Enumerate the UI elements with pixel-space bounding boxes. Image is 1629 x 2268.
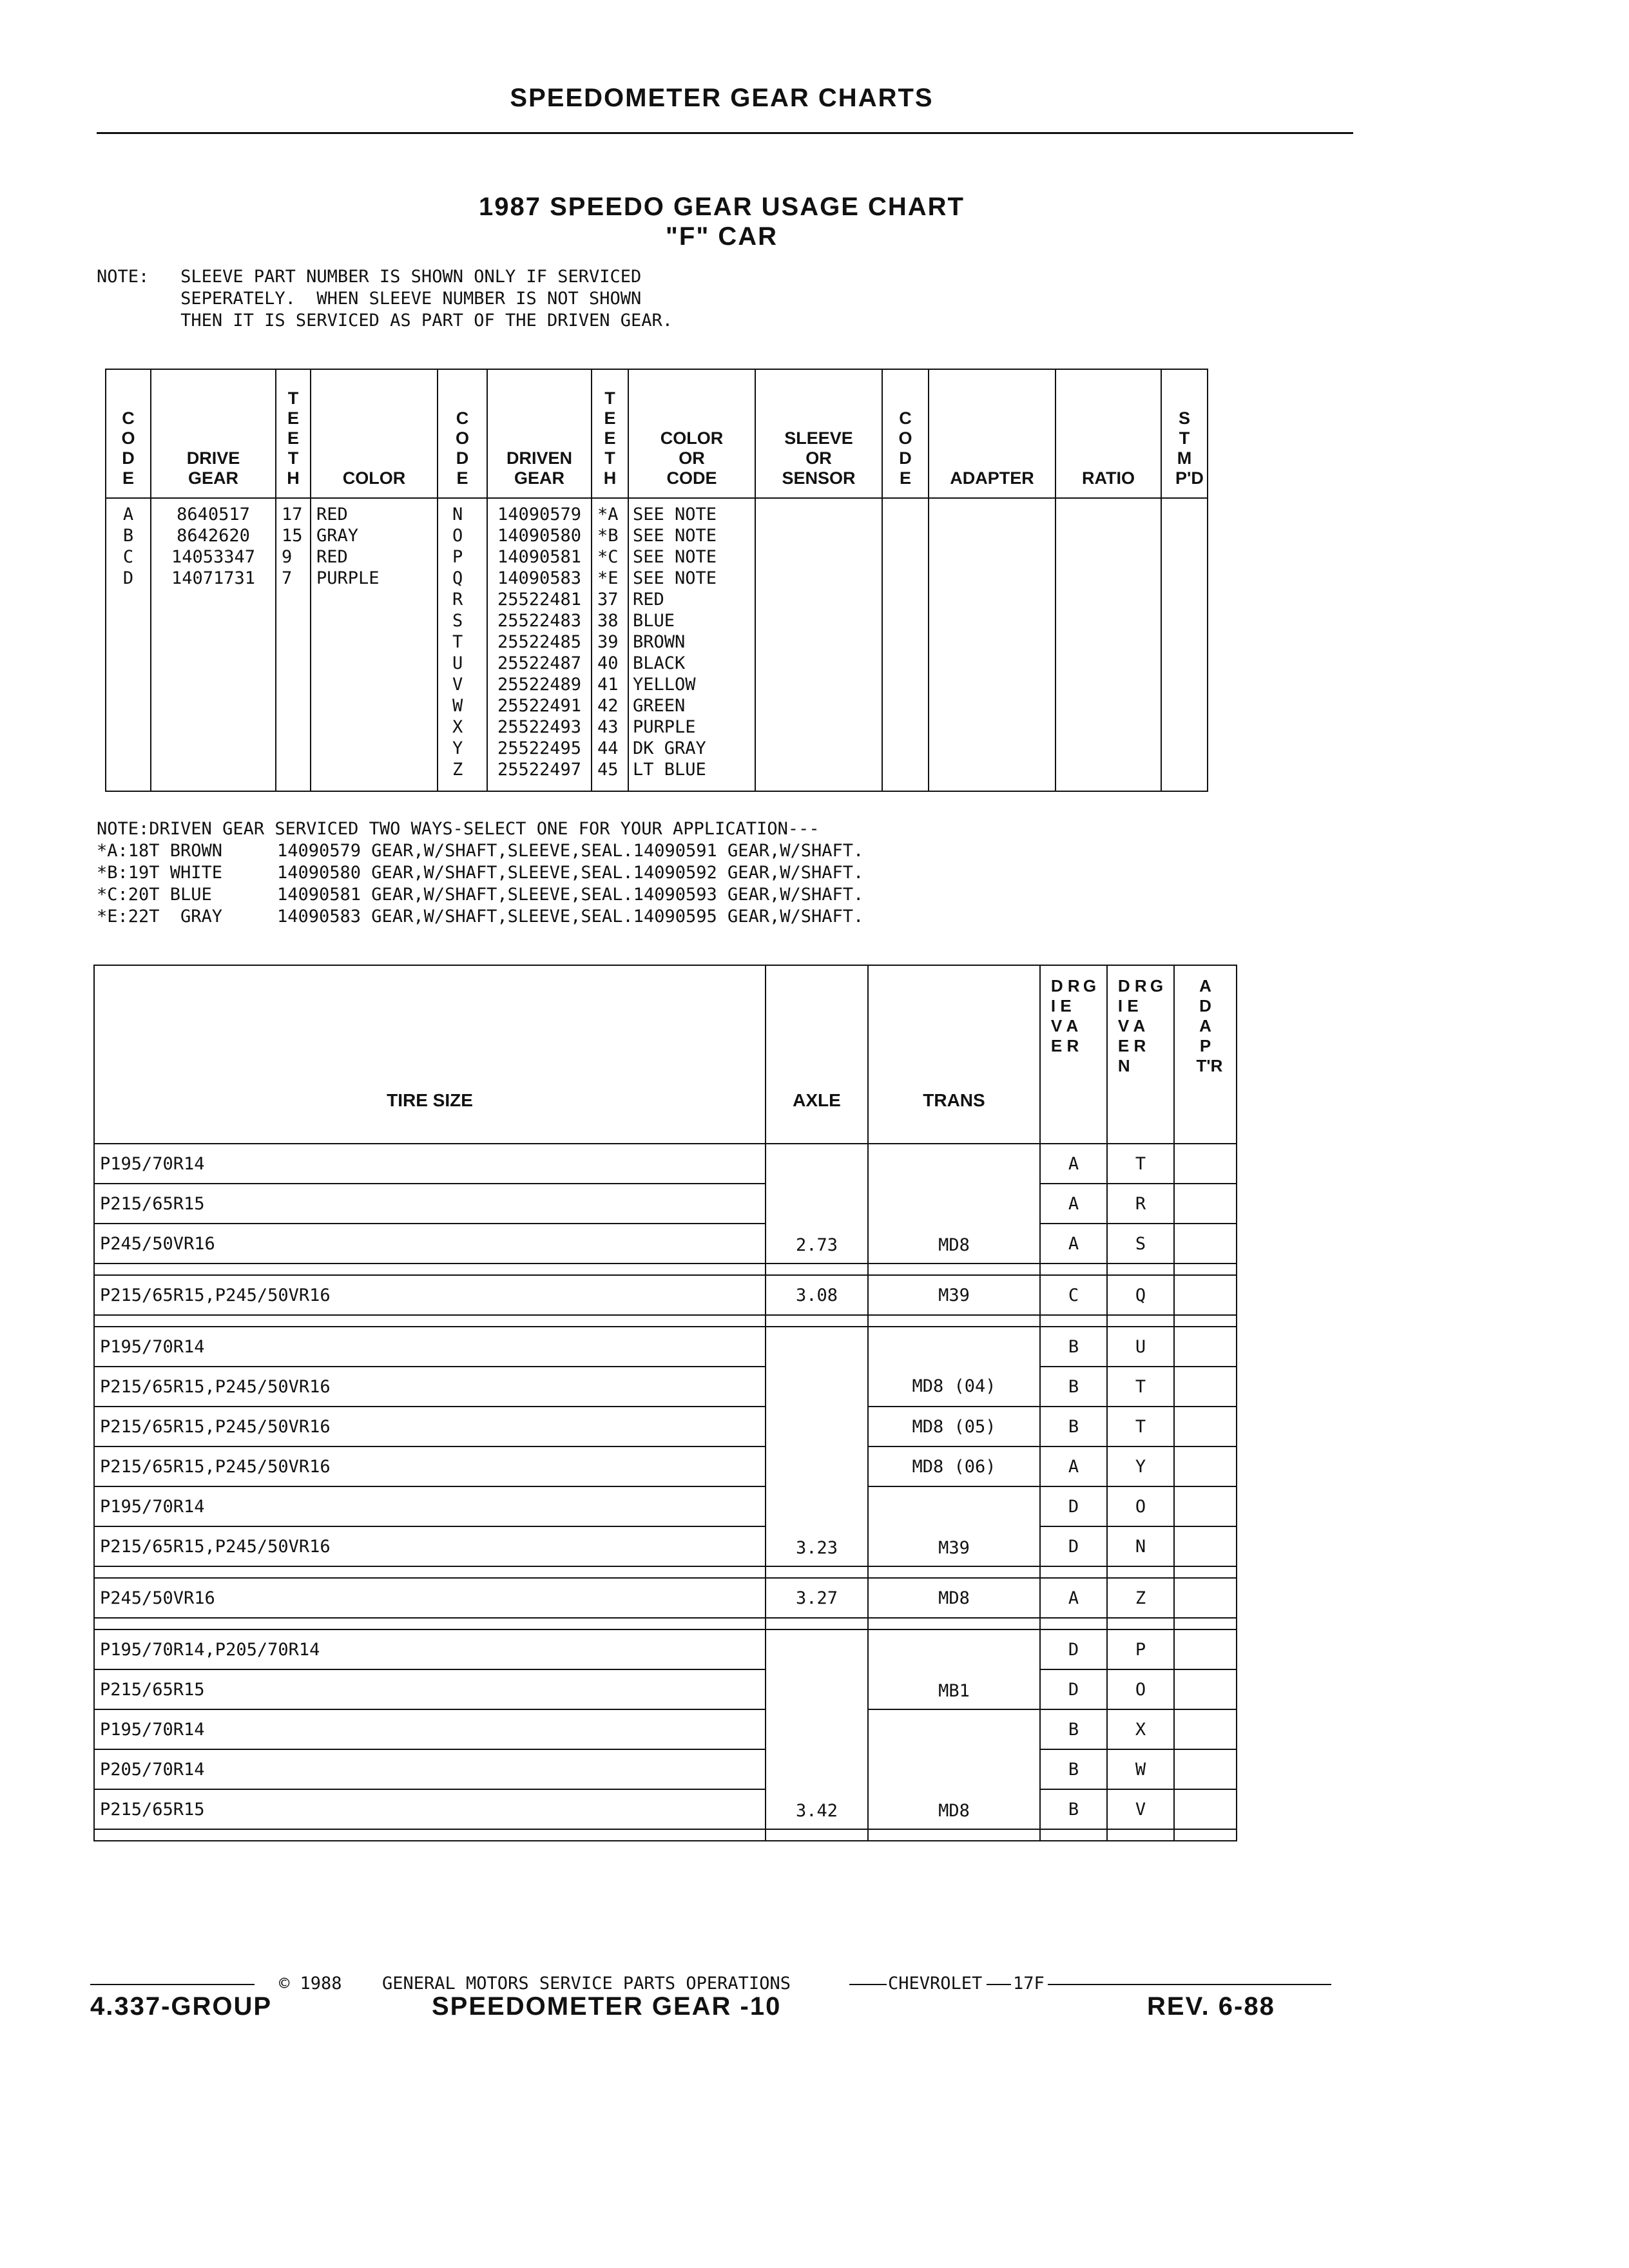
tire-size: P195/70R14 (94, 1709, 766, 1749)
driven-gear-code: P (1107, 1629, 1174, 1669)
tire-size: P215/65R15,P245/50VR16 (94, 1446, 766, 1486)
trans: MD8 (04) (868, 1367, 1040, 1407)
driven-gear-code: T (1107, 1144, 1174, 1184)
tire-size: P215/65R15,P245/50VR16 (94, 1407, 766, 1446)
header-code-driven: CODE (455, 408, 469, 488)
table-row (94, 1184, 1237, 1224)
driven-gear-code: N (1107, 1526, 1174, 1566)
axle: 2.73 (766, 1144, 868, 1264)
service-key: *C:20T BLUE (97, 885, 212, 905)
header-sleeve-or-sensor: SLEEVE OR SENSOR (755, 369, 882, 498)
table-row (94, 1446, 1237, 1486)
table-row (94, 1526, 1237, 1566)
adapter-code (1174, 1407, 1237, 1446)
adapter-code (1174, 1709, 1237, 1749)
table-row (94, 1144, 1237, 1184)
ratio-column (1055, 498, 1161, 791)
footer-page: SPEEDOMETER GEAR -10 (432, 1992, 782, 2021)
driven-gear-code: O (1107, 1669, 1174, 1709)
drive-gear-code: B (1040, 1709, 1107, 1749)
adapter-code (1174, 1144, 1237, 1184)
adapter-code (1174, 1486, 1237, 1526)
footer-rule-mid (849, 1984, 887, 1985)
footer-rule-mid2 (987, 1984, 1011, 1985)
service-key: *E:22T GRAY (97, 907, 223, 927)
adapter-code (1174, 1184, 1237, 1224)
drive-gear-code: C (1040, 1275, 1107, 1315)
header-axle: AXLE (766, 965, 868, 1144)
adapter-code (1174, 1629, 1237, 1669)
header-drive-gear: DRIVE GEAR (151, 369, 276, 498)
table-row (94, 1224, 1237, 1264)
service-key: *B:19T WHITE (97, 863, 223, 883)
header-code: CODE (121, 408, 135, 488)
driven-gear-code: T (1107, 1407, 1174, 1446)
spacer-row (94, 1315, 1237, 1327)
footer-rule-left (90, 1984, 255, 1985)
axle: 3.23 (766, 1327, 868, 1566)
note-line: THEN IT IS SERVICED AS PART OF THE DRIVEN GEAR. (180, 311, 673, 331)
header-driven-gear: D R G I E V A E R N (1117, 976, 1164, 1075)
tire-size: P195/70R14 (94, 1144, 766, 1184)
driven-gear-code: Q (1107, 1275, 1174, 1315)
drive-gear-code: A (1040, 1578, 1107, 1618)
table-row (94, 1486, 1237, 1526)
footer-revision: REV. 6-88 (1147, 1992, 1275, 2021)
adapter-column (929, 498, 1055, 791)
chart-title-line2: "F" CAR (665, 222, 778, 251)
chart-title (0, 192, 1443, 251)
spacer-row (94, 1566, 1237, 1578)
driven-gear-code: R (1107, 1184, 1174, 1224)
service-text: 14090579 GEAR,W/SHAFT,SLEEVE,SEAL.14090591 GEAR,W/SHAFT. (277, 841, 864, 861)
tire-size: P245/50VR16 (94, 1578, 766, 1618)
header-driven-gear: DRIVEN GEAR (487, 369, 592, 498)
driven-gear-code: V (1107, 1789, 1174, 1829)
table-row (94, 1367, 1237, 1407)
note-line: SLEEVE PART NUMBER IS SHOWN ONLY IF SERVICED (180, 267, 642, 287)
driven-gears: 14090579 14090580 14090581 14090583 25522481 25522483 25522485 25522487 25522489 25522491 25522493 25522495 25522497 (487, 498, 592, 791)
driven-gear-code: O (1107, 1486, 1174, 1526)
tire-size: P215/65R15,P245/50VR16 (94, 1367, 766, 1407)
footer-copyright: © 1988 (279, 1974, 342, 1994)
stmpd-column (1161, 498, 1208, 791)
service-note-row (97, 906, 863, 928)
drive-gear-code: A (1040, 1446, 1107, 1486)
adapter-code (1174, 1367, 1237, 1407)
trans: MD8 (05) (868, 1407, 1040, 1446)
header-teeth-driven: TEETH (603, 389, 617, 488)
chart-title-line1: 1987 SPEEDO GEAR USAGE CHART (479, 193, 965, 221)
service-note-row (97, 862, 863, 884)
drive-gear-code: B (1040, 1749, 1107, 1789)
gear-usage-table (105, 369, 1208, 792)
axle: 3.27 (766, 1578, 868, 1618)
table-row (94, 1789, 1237, 1829)
adapter-code (1174, 1275, 1237, 1315)
trans: M39 (868, 1275, 1040, 1315)
drive-gear-code: A (1040, 1184, 1107, 1224)
driven-codes: N O P Q R S T U V W X Y Z (438, 498, 487, 791)
table-row (94, 1407, 1237, 1446)
table-row (94, 1629, 1237, 1669)
table-row (94, 1749, 1237, 1789)
tire-size: P215/65R15,P245/50VR16 (94, 1275, 766, 1315)
adapter-code (1174, 1446, 1237, 1486)
header-code-sleeve: CODE (898, 408, 912, 488)
trans: M39 (868, 1486, 1040, 1566)
adapter-code (1174, 1327, 1237, 1367)
sleeve-note (97, 266, 673, 332)
driven-gear-code: T (1107, 1367, 1174, 1407)
tire-size: P195/70R14 (94, 1486, 766, 1526)
header-drive-gear: D R G I E V A E R (1050, 976, 1097, 1055)
drive-gear-code: B (1040, 1789, 1107, 1829)
header-ratio: RATIO (1055, 369, 1161, 498)
drive-gear-code: D (1040, 1629, 1107, 1669)
tire-size: P215/65R15 (94, 1669, 766, 1709)
trans: MB1 (868, 1629, 1040, 1709)
driven-gear-code: S (1107, 1224, 1174, 1264)
spacer-row (94, 1618, 1237, 1629)
drive-gear-code: B (1040, 1367, 1107, 1407)
note-line: SEPERATELY. WHEN SLEEVE NUMBER IS NOT SHOWN (180, 289, 642, 309)
driven-gear-code: W (1107, 1749, 1174, 1789)
adapter-code (1174, 1578, 1237, 1618)
header-trans: TRANS (868, 965, 1040, 1144)
header-stmpd: STMP'D (1175, 408, 1204, 488)
header-adapter: ADAPTER (929, 369, 1055, 498)
spacer-row (94, 1264, 1237, 1275)
driven-teeth: *A *B *C *E 37 38 39 40 41 42 43 44 45 (592, 498, 628, 791)
drive-gear-code: D (1040, 1486, 1107, 1526)
header-color: COLOR (311, 369, 438, 498)
drive-gear-code: D (1040, 1526, 1107, 1566)
driven-gear-code: X (1107, 1709, 1174, 1749)
header-rule (97, 132, 1353, 134)
tire-size: P205/70R14 (94, 1749, 766, 1789)
table-row (94, 1327, 1237, 1367)
trans: MD8 (868, 1578, 1040, 1618)
service-key: *A:18T BROWN (97, 841, 223, 861)
table-row (94, 1669, 1237, 1709)
adapter-code (1174, 1669, 1237, 1709)
adapter-code (1174, 1789, 1237, 1829)
tire-size: P215/65R15 (94, 1789, 766, 1829)
service-text: 14090580 GEAR,W/SHAFT,SLEEVE,SEAL.14090592 GEAR,W/SHAFT. (277, 863, 864, 883)
footer-section: 17F (1013, 1974, 1045, 1994)
drive-teeth: 17 15 9 7 (276, 498, 311, 791)
drive-gear-code: B (1040, 1327, 1107, 1367)
trans (868, 1327, 1040, 1367)
header-adapter: ADAPT'R (1196, 976, 1223, 1075)
service-note-row (97, 840, 863, 862)
adapter-code (1174, 1526, 1237, 1566)
drive-gear-code: B (1040, 1407, 1107, 1446)
driven-colors: SEE NOTE SEE NOTE SEE NOTE SEE NOTE RED BLUE BROWN BLACK YELLOW GREEN PURPLE DK GRAY LT BLUE (628, 498, 755, 791)
tire-application-table (93, 965, 1237, 1841)
header-teeth: TEETH (287, 389, 300, 488)
drive-gear-code: A (1040, 1144, 1107, 1184)
footer-group: 4.337-GROUP (90, 1992, 273, 2021)
tire-size: P195/70R14 (94, 1327, 766, 1367)
driven-gear-service-note (97, 818, 863, 928)
header-tire-size: TIRE SIZE (94, 965, 766, 1144)
service-note-row (97, 884, 863, 906)
trans: MD8 (06) (868, 1446, 1040, 1486)
drive-gears: 8640517 8642620 14053347 14071731 (151, 498, 276, 791)
adapter-code (1174, 1749, 1237, 1789)
sleeve-code-column (882, 498, 929, 791)
drive-colors: RED GRAY RED PURPLE (311, 498, 438, 791)
note2-heading: NOTE:DRIVEN GEAR SERVICED TWO WAYS-SELECT ONE FOR YOUR APPLICATION--- (97, 819, 820, 839)
axle: 3.42 (766, 1629, 868, 1829)
adapter-code (1174, 1224, 1237, 1264)
note-label: NOTE: (97, 267, 149, 287)
trans: MD8 (868, 1144, 1040, 1264)
drive-codes: A B C D (106, 498, 151, 791)
driven-gear-code: U (1107, 1327, 1174, 1367)
footer-division: CHEVROLET (888, 1974, 983, 1994)
spacer-row (94, 1829, 1237, 1841)
sleeve-column (755, 498, 882, 791)
drive-gear-code: D (1040, 1669, 1107, 1709)
driven-gear-code: Y (1107, 1446, 1174, 1486)
footer-org: GENERAL MOTORS SERVICE PARTS OPERATIONS (382, 1974, 791, 1994)
service-text: 14090583 GEAR,W/SHAFT,SLEEVE,SEAL.14090595 GEAR,W/SHAFT. (277, 907, 864, 927)
tire-size: P245/50VR16 (94, 1224, 766, 1264)
drive-gear-code: A (1040, 1224, 1107, 1264)
page-title: SPEEDOMETER GEAR CHARTS (510, 84, 934, 112)
table-row (94, 1578, 1237, 1618)
header-color-or-code: COLOR OR CODE (628, 369, 755, 498)
table-row (94, 1709, 1237, 1749)
axle: 3.08 (766, 1275, 868, 1315)
tire-size: P215/65R15,P245/50VR16 (94, 1526, 766, 1566)
table-row (94, 1275, 1237, 1315)
tire-size: P195/70R14,P205/70R14 (94, 1629, 766, 1669)
tire-size: P215/65R15 (94, 1184, 766, 1224)
footer-rule-right (1048, 1984, 1331, 1985)
driven-gear-code: Z (1107, 1578, 1174, 1618)
service-text: 14090581 GEAR,W/SHAFT,SLEEVE,SEAL.14090593 GEAR,W/SHAFT. (277, 885, 864, 905)
trans: MD8 (868, 1709, 1040, 1829)
